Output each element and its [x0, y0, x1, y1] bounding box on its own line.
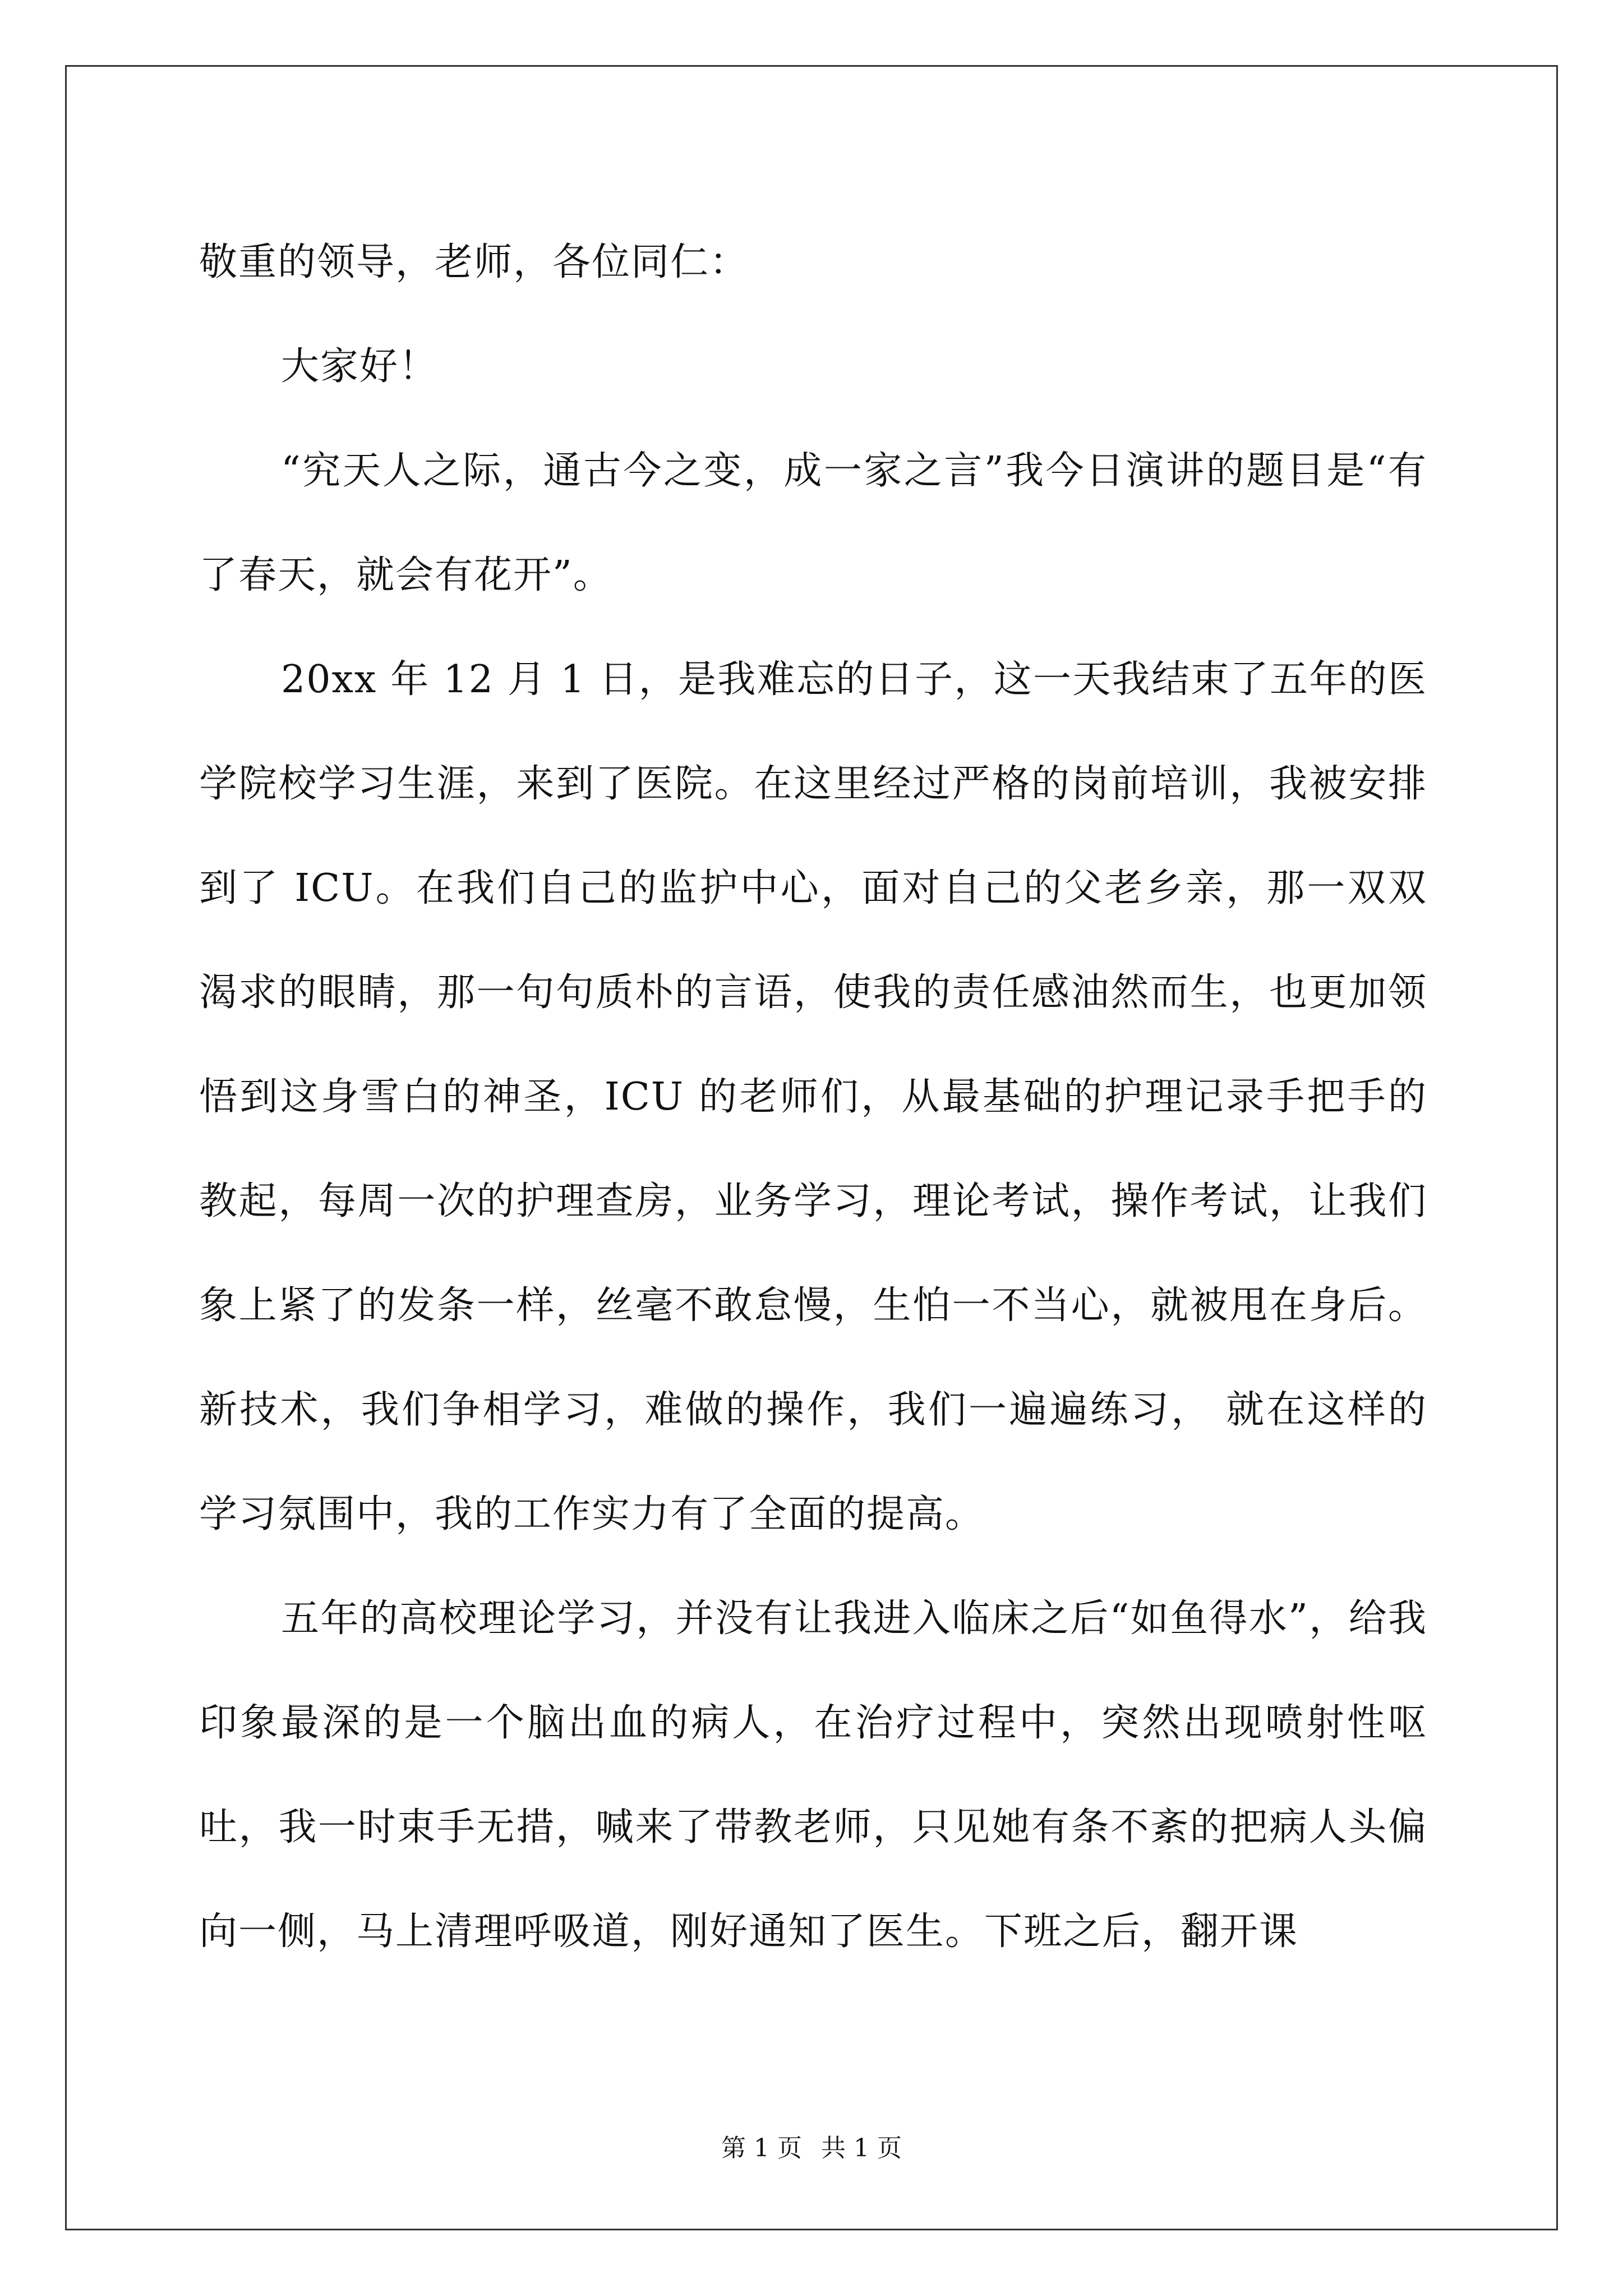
page-total: 共 1 页	[821, 2134, 902, 2162]
greeting-paragraph: 大家好！	[281, 344, 439, 389]
salutation-paragraph: 敬重的领导，老师，各位同仁：	[199, 240, 749, 284]
body-paragraph: 五年的高校理论学习，并没有让我进入临床之后“如鱼得水”，给我印象最深的是一个脑出血的病人，在治疗过程中，突然出现喷射性呕吐，我一时束手无措，喊来了带教老师，只见她有条不紊的把病人头偏向一侧，马上清理呼吸道，刚好通知了医生。下班之后，翻开课	[199, 1596, 1427, 1954]
page-number: 第 1 页	[721, 2134, 802, 2162]
body-paragraph: “究天人之际，通古今之变，成一家之言”我今日演讲的题目是“有了春天，就会有花开”。	[199, 449, 1427, 597]
body-paragraph: 20xx 年 12 月 1 日，是我难忘的日子，这一天我结束了五年的医学院校学习生涯，来到了医院。在这里经过严格的岗前培训，我被安排到了 ICU。在我们自己的监护中心，面对自己的父老乡亲，那一双双渴求的眼睛，那一句句质朴的言语，使我的责任感油然而生，也更加领悟到这身雪白的神圣，ICU 的老师们，从最基础的护理记录手把手的教起，每周一次的护理查房，业务学习，理论考试，操作考试，让我们象上紧了的发条一样，丝毫不敢怠慢，生怕一不当心，就被甩在身后。新技术，我们争相学习，难做的操作，我们一遍遍练习， 就在这样的学习氛围中，我的工作实力有了全面的提高。	[199, 657, 1427, 1536]
document-body	[199, 210, 1427, 1984]
page-footer	[0, 2132, 1623, 2165]
